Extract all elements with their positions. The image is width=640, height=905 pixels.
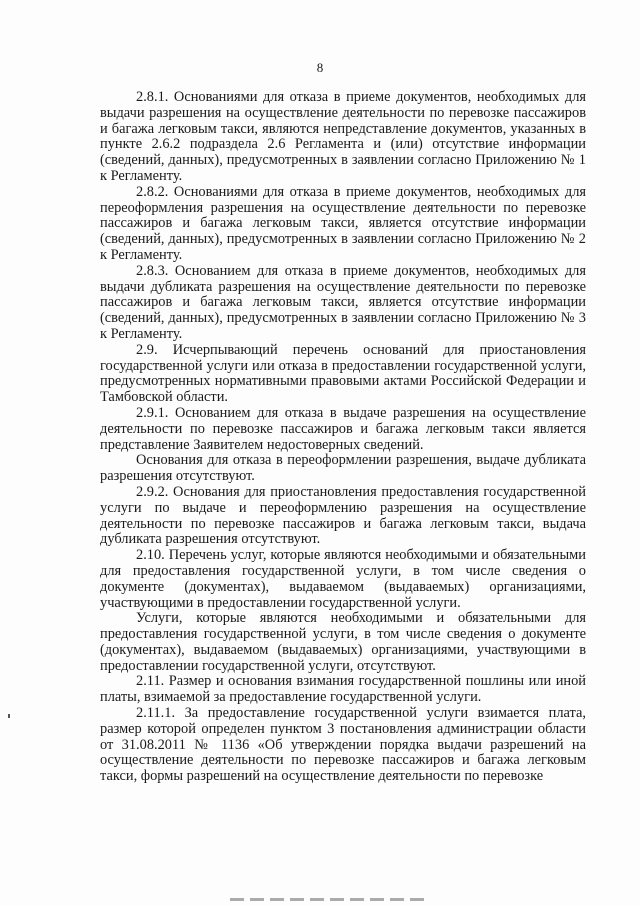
scan-margin-mark: [8, 714, 10, 718]
paragraph-2-9-1: 2.9.1. Основанием для отказа в выдаче разрешения на осуществление деятельности по перевозке пассажиров и багажа легковым такси является представление Заявителем недостоверных сведений.: [100, 404, 586, 453]
paragraph-2-8-2: 2.8.2. Основаниями для отказа в приеме документов, необходимых для переоформления разрешения на осуществление деятельности по перевозке пассажиров и багажа легковым такси, является отсутствие информации (сведений, данных), предусмотренных в заявлении согласно Приложению № 2 к Регламенту.: [100, 183, 586, 263]
page-number: 8: [316, 60, 324, 75]
paragraph-2-10: 2.10. Перечень услуг, которые являются необходимыми и обязательными для предоставления государственной услуги, в том числе сведения о документе (документах), выдаваемом (выдаваемых) организациями, участвующими в предоставлении государственной услуги.: [100, 547, 586, 611]
paragraph-2-8-1: 2.8.1. Основаниями для отказа в приеме документов, необходимых для выдачи разрешения на осуществление деятельности по перевозке пассажиров и багажа легковым такси, являются непредставление документов, указанных в пункте 2.6.2 подраздела 2.6 Регламента и (или) отсутствие информации (сведений, данных), предусмотренных в заявлении согласно Приложению № 1 к Регламенту.: [100, 89, 586, 184]
paragraph-2-9-1-cont: Основания для отказа в переоформлении разрешения, выдаче дубликата разрешения отсутствуют.: [100, 452, 586, 485]
paragraph-2-11: 2.11. Размер и основания взимания государственной пошлины или иной платы, взимаемой за предоставление государственной услуги.: [100, 673, 586, 706]
scan-bottom-artifact: [230, 898, 430, 901]
paragraph-2-11-1: 2.11.1. За предоставление государственной услуги взимается плата, размер которой определен пунктом 3 постановления администрации области от 31.08.2011 № 1136 «Об утверждении порядка выдачи разрешений на осуществление деятельности по перевозке пассажиров и багажа легковым такси, формы разрешений на осуществление деятельности по перевозке: [100, 705, 586, 785]
paragraph-2-8-3: 2.8.3. Основанием для отказа в приеме документов, необходимых для выдачи дубликата разрешения на осуществление деятельности по перевозке пассажиров и багажа легковым такси, является отсутствие информации (сведений, данных), предусмотренных в заявлении согласно Приложению № 3 к Регламенту.: [100, 262, 586, 342]
document-body: [100, 90, 586, 785]
paragraph-2-9: 2.9. Исчерпывающий перечень оснований для приостановления государственной услуги или отказа в предоставлении государственной услуги, предусмотренных нормативными правовыми актами Российской Федерации и Тамбовской области.: [100, 341, 586, 406]
paragraph-2-9-2: 2.9.2. Основания для приостановления предоставления государственной услуги по выдаче и переоформлению разрешения на осуществление деятельности по перевозке пассажиров и багажа легковым такси, выдача дубликата разрешения отсутствуют.: [100, 483, 586, 548]
paragraph-2-10-cont: Услуги, которые являются необходимыми и обязательными для предоставления государственной услуги, в том числе сведения о документе (документах), выдаваемом (выдаваемых) организациями, участвующими в предоставлении государственной услуги, отсутствуют.: [100, 610, 586, 674]
